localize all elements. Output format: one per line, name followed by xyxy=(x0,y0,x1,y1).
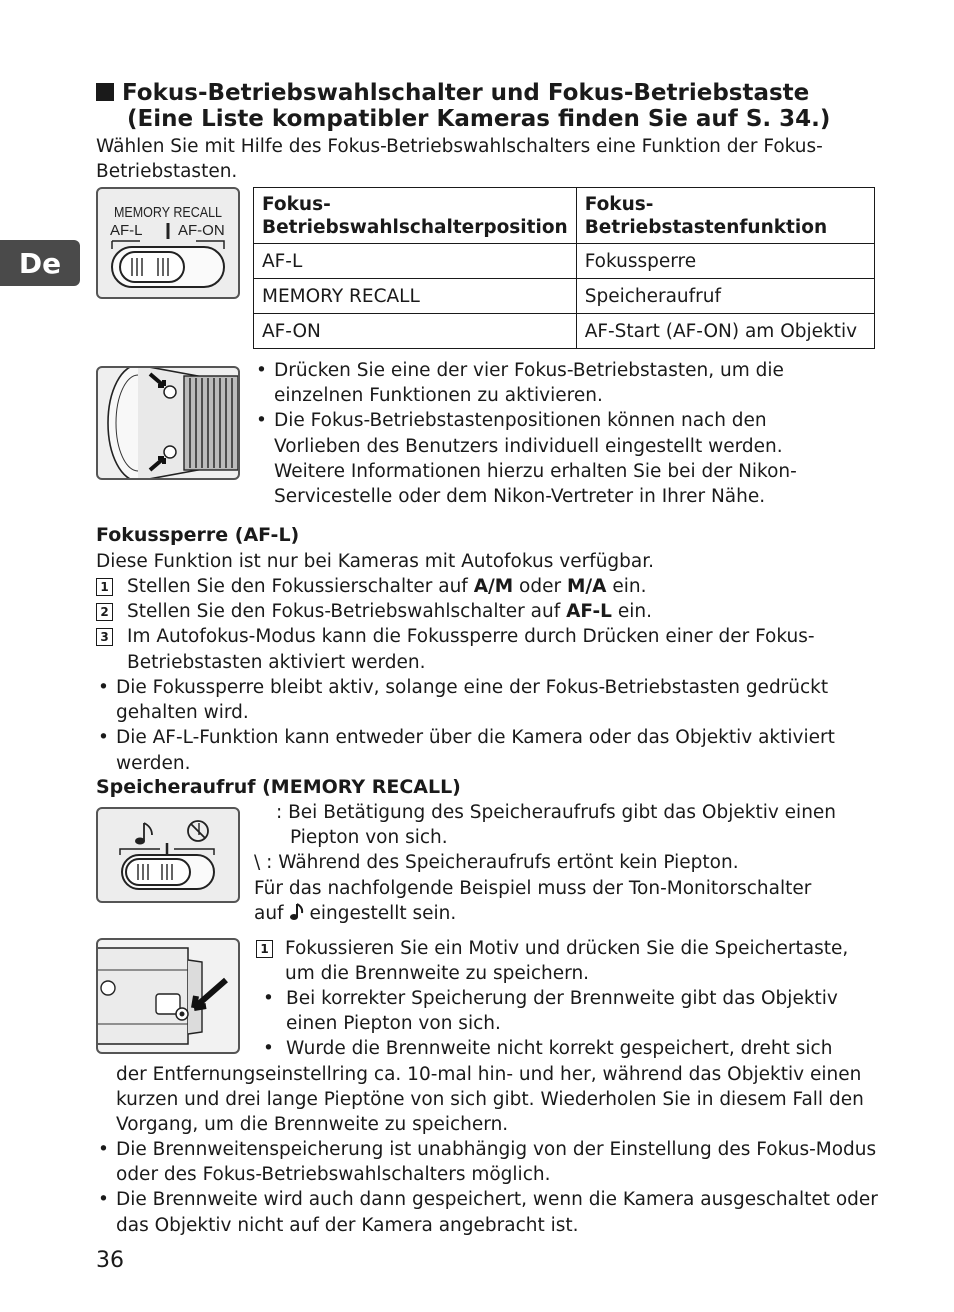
memory-recall-description xyxy=(254,800,874,926)
list-item: • Die Brennweite wird auch dann gespeichert, wenn die Kamera ausgeschaltet oder das Objektiv nicht auf der Kamera angebracht ist. xyxy=(96,1187,886,1237)
table-row xyxy=(254,314,875,349)
memory-recall-bullets-end xyxy=(96,1137,886,1238)
focus-selector-switch-figure xyxy=(96,187,240,299)
step-number-3: 3 xyxy=(96,628,113,646)
memory-button-illustration xyxy=(98,940,238,1052)
table-header-row xyxy=(254,188,875,244)
heading-line-2: (Eine Liste kompatibler Kameras finden Sie auf S. 34.) xyxy=(127,106,831,132)
lens-focus-buttons-figure xyxy=(96,366,240,480)
heading-line-1: Fokus-Betriebswahlschalter und Fokus-Betriebstaste xyxy=(122,80,810,106)
memory-recall-sub-bullets xyxy=(254,986,874,1062)
sound-switch-illustration xyxy=(98,809,238,901)
language-tab: De xyxy=(0,240,80,286)
step-item: 2 Stellen Sie den Fokus-Betriebswahlschalter auf AF-L ein. xyxy=(96,599,876,624)
desc-line: \ : Während des Speicheraufrufs ertönt kein Piepton. xyxy=(254,852,739,874)
table-cell: Speicheraufruf xyxy=(576,279,874,314)
memory-set-button-figure xyxy=(96,938,240,1054)
desc-line: Für das nachfolgende Beispiel muss der Ton-Monitorschalter xyxy=(254,877,812,899)
mute-note-icon xyxy=(188,821,208,841)
afon-label: AF-ON xyxy=(178,222,225,239)
table-cell: AF-Start (AF-ON) am Objektiv xyxy=(576,314,874,349)
step-number-2: 2 xyxy=(96,603,113,621)
af-lock-steps xyxy=(96,574,876,675)
desc-line: Piepton von sich. xyxy=(290,827,448,849)
step-number-1: 1 xyxy=(256,940,273,958)
page-number: 36 xyxy=(96,1248,124,1273)
section-heading xyxy=(96,80,896,132)
function-table xyxy=(253,187,875,349)
af-lock-intro: Diese Funktion ist nur bei Kameras mit Autofokus verfügbar. xyxy=(96,551,655,572)
afl-label: AF-L xyxy=(110,222,143,239)
table-row xyxy=(254,244,875,279)
table-cell: AF-L xyxy=(254,244,577,279)
list-item: • Drücken Sie eine der vier Fokus-Betriebstasten, um die einzelnen Funktionen zu aktivieren. xyxy=(254,358,854,408)
step-number-1: 1 xyxy=(96,578,113,596)
af-lock-bullets xyxy=(96,675,886,776)
list-item: • Wurde die Brennweite nicht korrekt gespeichert, dreht sich xyxy=(254,1036,874,1061)
square-bullet-icon xyxy=(96,83,114,101)
list-item: • Die Fokus-Betriebstastenpositionen können nach den Vorlieben des Benutzers individuell eingestellt werden. Weitere Informationen hierzu erhalten Sie bei der Nikon-Servicestelle oder dem Nikon-Vertreter in Ihrer Nähe. xyxy=(254,408,854,509)
table-cell: Fokussperre xyxy=(576,244,874,279)
table-cell: AF-ON xyxy=(254,314,577,349)
switch-knob xyxy=(120,252,184,282)
selector-switch-illustration xyxy=(98,189,238,297)
table-cell: MEMORY RECALL xyxy=(254,279,577,314)
sound-monitor-switch-figure xyxy=(96,807,240,903)
note-icon xyxy=(135,823,152,845)
table-header-position: Fokus- Betriebswahlschalterposition xyxy=(254,188,577,244)
memory-recall-label: MEMORY RECALL xyxy=(114,204,222,221)
step-item: 1 Stellen Sie den Fokussierschalter auf A/M oder M/A ein. xyxy=(96,574,876,599)
lens-illustration xyxy=(98,368,238,478)
list-item: • Die Fokussperre bleibt aktiv, solange eine der Fokus-Betriebstasten gedrückt gehalten wird. xyxy=(96,675,886,725)
note-icon xyxy=(288,902,304,922)
list-item: • Bei korrekter Speicherung der Brennweite gibt das Objektiv einen Piepton von sich. xyxy=(254,986,874,1036)
desc-line: auf eingestellt sein. xyxy=(254,902,457,924)
memory-recall-steps xyxy=(254,936,874,986)
memory-recall-title: Speicheraufruf (MEMORY RECALL) xyxy=(96,776,461,798)
af-lock-title: Fokussperre (AF-L) xyxy=(96,524,300,546)
list-item: • Die Brennweitenspeicherung ist unabhängig von der Einstellung des Fokus-Modus oder des Fokus-Betriebswahlschalters möglich. xyxy=(96,1137,886,1187)
intro-text: Wählen Sie mit Hilfe des Fokus-Betriebswahlschalters eine Funktion der Fokus-Betriebstasten. xyxy=(96,136,823,183)
list-item: • Die AF-L-Funktion kann entweder über die Kamera oder das Objektiv aktiviert werden. xyxy=(96,725,886,775)
table-row xyxy=(254,279,875,314)
memory-recall-continuation: der Entfernungseinstellring ca. 10-mal hin- und her, während das Objektiv einen kurzen und drei lange Pieptöne von sich gibt. Wiederholen Sie in diesem Fall den Vorgang, um die Brennweite zu speichern. xyxy=(116,1064,864,1136)
step-item: 1 Fokussieren Sie ein Motiv und drücken Sie die Speichertaste, um die Brennweite zu speichern. xyxy=(254,936,874,986)
desc-line: : Bei Betätigung des Speicheraufrufs gibt das Objektiv einen xyxy=(276,802,837,823)
bullets-top xyxy=(254,358,854,509)
table-header-function: Fokus- Betriebstastenfunktion xyxy=(576,188,874,244)
step-item: 3 Im Autofokus-Modus kann die Fokussperre durch Drücken einer der Fokus-Betriebstasten aktiviert werden. xyxy=(96,624,876,674)
